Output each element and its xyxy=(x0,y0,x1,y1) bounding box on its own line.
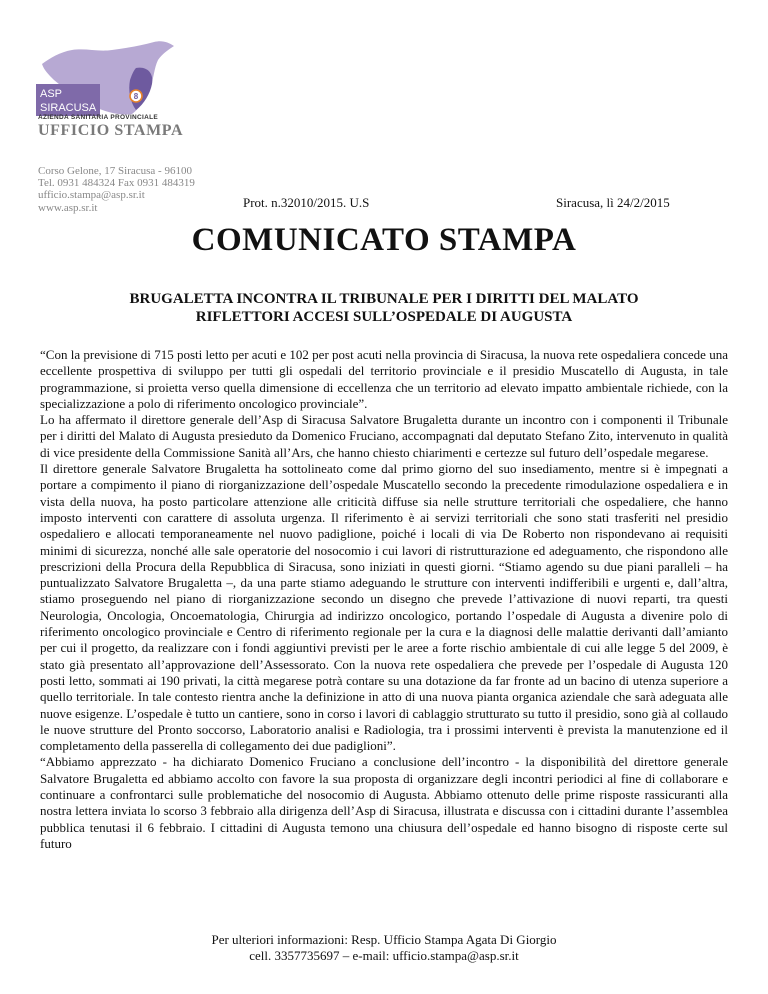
logo-text-asp: ASP xyxy=(40,88,63,100)
paragraph: “Abbiamo apprezzato - ha dichiarato Domenico Fruciano a conclusione dell’incontro - la disponibilità del direttore generale Salvatore Brugaletta ed abbiamo accolto con favore la sua proposta di organizzare degli incontri periodici al fine di collaborare e continuare a confrontarci sulle problematiche del nosocomio di Augusta. Abbiamo ottenuto delle prime risposte rassicuranti alla nostra lettera inviata lo scorso 3 febbraio alla dirigenza dell’Asp di Siracusa, illustrata e discussa con i cittadini durante l’assemblea pubblica tenutasi il 6 febbraio. I cittadini di Augusta temono una chiusura dell’ospedale ed hanno bisogno di risposte certe sul futuro xyxy=(40,754,728,851)
paragraph: Lo ha affermato il direttore generale dell’Asp di Siracusa Salvatore Brugaletta durante un incontro con i componenti il Tribunale per i diritti del Malato di Augusta presieduto da Domenico Fruciano, accompagnati dal deputato Stefano Zito, intervenuto in qualità di vice presidente della Commissione Sanità all’Ars, che hanno chiesto chiarimenti e certezze sul futuro dell’ospedale megarese. xyxy=(40,412,728,460)
document-title: COMUNICATO STAMPA xyxy=(191,222,577,258)
email-link[interactable]: ufficio.stampa@asp.sr.it xyxy=(38,189,145,202)
headline-line-1: BRUGALETTA INCONTRA IL TRIBUNALE PER I DIRITTI DEL MALATO xyxy=(129,291,639,307)
office-name: UFFICIO STAMPA xyxy=(38,122,184,139)
protocol-number: Prot. n.32010/2015. U.S xyxy=(243,195,370,210)
place-date: Siracusa, lì 24/2/2015 xyxy=(556,195,670,210)
paragraph: “Con la previsione di 715 posti letto per acuti e 102 per post acuti nella provincia di Siracusa, la nuova rete ospedaliera concede una eccellente prospettiva di sviluppo per tutti gli ospedali del territorio provinciale e il presidio Muscatello di Augusta, in tale programmazione, si proietta verso quella dimensione di eccellenza che un territorio ad elevato impatto ambientale richiede, con la specializzazione a polo di riferimento oncologico provinciale”. xyxy=(40,347,728,411)
logo-badge-number: 8 xyxy=(133,92,139,101)
address: Corso Gelone, 17 Siracusa - 96100 xyxy=(38,165,192,177)
sicily-map-icon xyxy=(36,38,182,122)
contact-block xyxy=(38,165,195,214)
footer-info: Per ulteriori informazioni: Resp. Ufficio Stampa Agata Di Giorgio xyxy=(211,932,557,947)
footer-contacts: cell. 3357735697 – e-mail: ufficio.stampa@asp.sr.it xyxy=(249,948,519,963)
phone-fax: Tel. 0931 484324 Fax 0931 484319 xyxy=(38,177,195,190)
website-link[interactable]: www.asp.sr.it xyxy=(38,201,98,214)
asp-siracusa-logo xyxy=(36,38,182,122)
headline xyxy=(40,290,728,326)
headline-line-2: RIFLETTORI ACCESI SULL’OSPEDALE DI AUGUSTA xyxy=(195,309,573,325)
paragraph: Il direttore generale Salvatore Brugaletta ha sottolineato come dal primo giorno del suo insediamento, mentre si è impegnati a portare a compimento il piano di riorganizzazione dell’ospedale Muscatello secondo la precedente rimodulazione ospedaliera e in vista della nuova, ha posto particolare attenzione alle criticità diffuse sia nelle strutture territoriali che ospedaliere, che hanno imposto interventi con carattere di assoluta urgenza. Il riferimento è ai servizi territoriali che sono stati trasferiti nel presidio ospedaliero e allocati temporaneamente nel nuovo padiglione, poiché i locali di via De Roberto non rispondevano ai requisiti minimi di sicurezza, nonché alle sale operatorie del nosocomio i cui lavori di ristrutturazione ed adeguamento, che rispondono alle prescrizioni della Procura della Repubblica di Siracusa, sono iniziati in questi giorni. “Stiamo agendo su due piani paralleli – ha puntualizzato Salvatore Brugaletta –, da una parte stiamo adeguando le strutture con interventi indifferibili e urgenti e, dall’altra, stiamo proseguendo nel piano di riorganizzazione secondo un disegno che prevede l’attivazione di nuovi reparti, tra questi Neurologia, Oncologia, Oncoematologia, Chirurgia ad indirizzo oncologico, portando l’ospedale di Augusta a divenire polo di riferimento oncologico provinciale e Centro di riferimento regionale per la cura e la diagnosi delle malattie derivanti dall’amianto per cui il progetto, da realizzare con i fondi aggiuntivi previsti per le aree a forte rischio ambientale di cui alle legge 5 del 2009, è stato già presentato all’approvazione dell’Assessorato. Con la nuova rete ospedaliera che prevede per l’ospedale di Augusta 120 posti letto, sommati ai 190 privati, la città megarese potrà contare su una dotazione da far fronte ad un bacino di utenza superiore a quello territoriale. In tale contesto rientra anche la definizione in atto di una nuova pianta organica aziendale che sarà adeguata alle nuove esigenze. L’ospedale è tutto un cantiere, sono in corso i lavori di cablaggio strutturato su tutto il presidio, sono già al collaudo le nuove strutture del Pronto soccorso, Laboratorio analisi e Radiologia, tra i prossimi interventi è prevista la manutenzione ed il completamento della passerella di collegamento dei due padiglioni”. xyxy=(40,461,728,754)
logo-subtitle: AZIENDA SANITARIA PROVINCIALE xyxy=(38,114,159,121)
footer xyxy=(0,932,768,964)
logo-text-siracusa: SIRACUSA xyxy=(40,102,97,114)
article-body xyxy=(40,347,728,852)
